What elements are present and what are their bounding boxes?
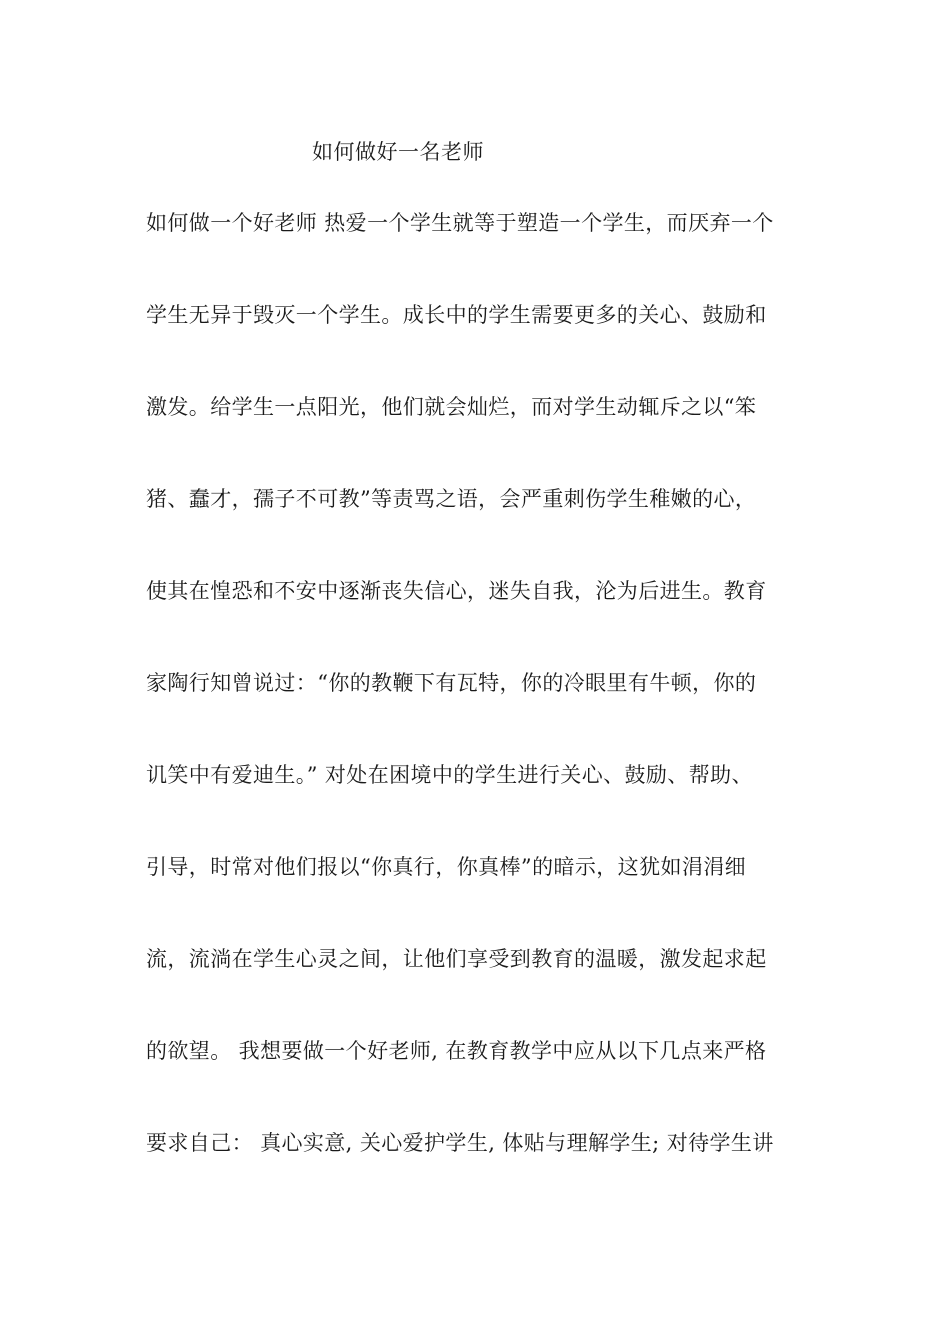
text-line: 的欲望。 我想要做一个好老师, 在教育教学中应从以下几点来严格 [146,1039,767,1063]
text-line: 要求自己： 真心实意, 关心爱护学生, 体贴与理解学生; 对待学生讲 [146,1131,774,1155]
text-line: 讥笑中有爱迪生。” 对处在困境中的学生进行关心、鼓励、帮助、 [146,763,753,787]
text-line: 引导，时常对他们报以“你真行，你真棒”的暗示，这犹如涓涓细 [146,855,747,879]
text-line: 使其在惶恐和不安中逐渐丧失信心，迷失自我，沦为后进生。教育 [146,579,767,603]
text-line: 家陶行知曾说过：“你的教鞭下有瓦特，你的冷眼里有牛顿，你的 [146,671,757,695]
text-line: 如何做一个好老师 热爱一个学生就等于塑造一个学生，而厌弃一个 [146,211,774,235]
body-text [146,207,816,1219]
page-title: 如何做好一名老师 [312,140,484,164]
text-line: 流，流淌在学生心灵之间，让他们享受到教育的温暖，激发起求起 [146,947,767,971]
text-line: 学生无异于毁灭一个学生。成长中的学生需要更多的关心、鼓励和 [146,303,767,327]
text-line: 激发。给学生一点阳光，他们就会灿烂，而对学生动辄斥之以“笨 [146,395,757,419]
text-line: 猪、蠢才，孺子不可教”等责骂之语，会严重刺伤学生稚嫩的心， [146,487,757,511]
